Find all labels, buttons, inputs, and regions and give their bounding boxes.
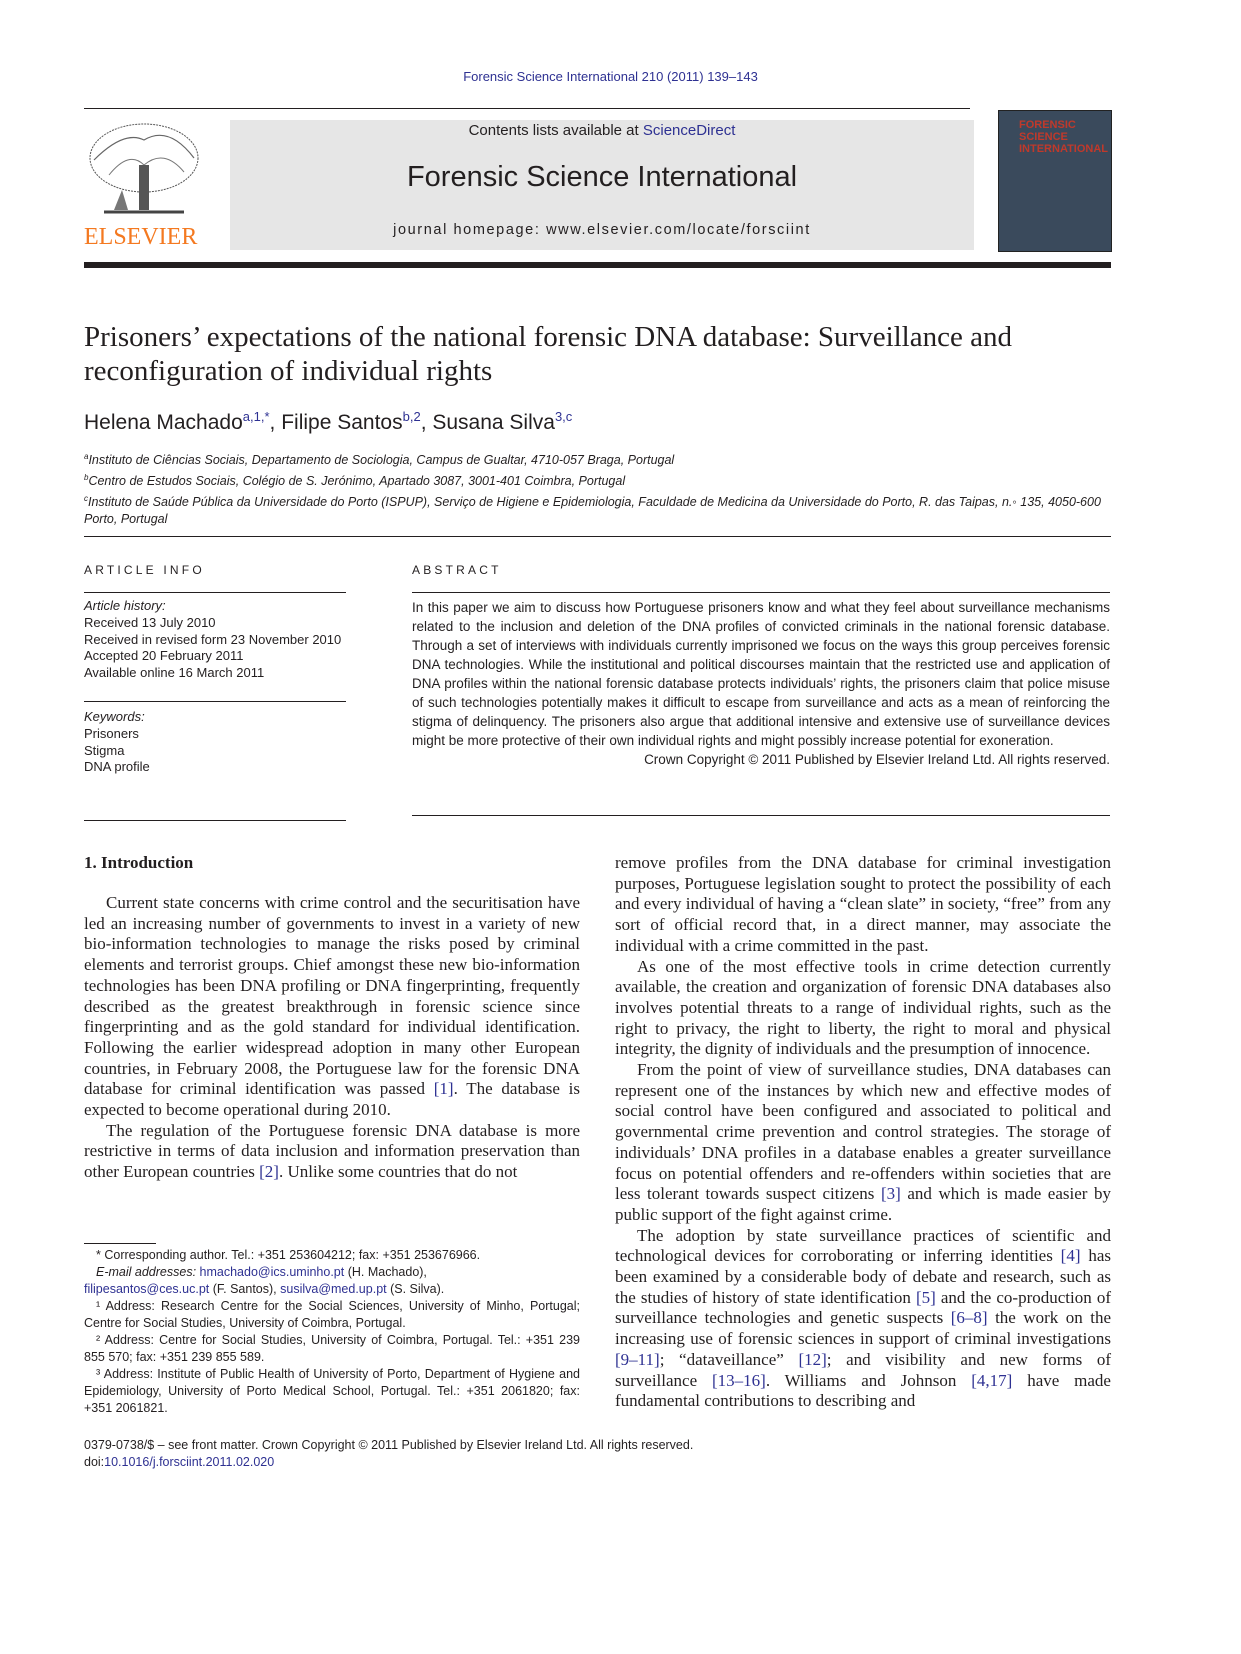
text-run: ; and visibility and new forms of surveillance: [615, 1349, 1111, 1390]
article-info: [84, 598, 346, 776]
keywords-label: Keywords:: [84, 708, 145, 724]
text-run: has been examined by a considerable body of debate and research, such as the studies of history of state identification: [615, 1246, 1111, 1307]
text-run: The regulation of the Portuguese forensic DNA database is more restrictive in terms of data inclusion and information preservation than other European countries: [84, 1120, 580, 1182]
abstract-text: In this paper we aim to discuss how Portuguese prisoners know and what they feel about surveillance mechanisms related to the inclusion and deletion of the DNA profiles of convicted criminals in the national forensic database. Through a set of interviews with individuals currently imprisoned we focus on the ways this group perceives forensic DNA technologies. While the institutional and political discourses maintain that the restricted use and application of DNA profiles within the national forensic database protects individuals’ rights, the prisoners claim that police misuse of such technologies potentially makes it difficult to escape from surveillance and acts as a mean of reinforcing the stigma of delinquency. The prisoners also argue that additional intensive and extensive use of surveillance devices might be more protective of their own individual rights and might possibly increase potential for exoneration.: [412, 600, 1110, 748]
article-info-heading: ARTICLE INFO: [84, 563, 205, 577]
author-name: Helena Machado: [84, 411, 243, 434]
elsevier-logo: [84, 120, 204, 252]
affiliation: [84, 448, 1114, 469]
text-run: and which is made easier by public support of the fight against crime.: [615, 1184, 1111, 1224]
journal-banner: [230, 120, 974, 250]
paragraph: [84, 1121, 580, 1183]
paragraph: [615, 853, 1111, 957]
reference-link[interactable]: [3]: [880, 1184, 901, 1204]
reference-link[interactable]: [4]: [1060, 1246, 1081, 1266]
footnote: [84, 1366, 580, 1417]
history-item: Accepted 20 February 2011: [84, 648, 244, 664]
footnote: [84, 1247, 580, 1264]
text-run: the work on the increasing use of forensic sciences in support of criminal investigations: [615, 1308, 1111, 1349]
paragraph: [615, 1060, 1111, 1226]
journal-title: Forensic Science International: [406, 161, 798, 193]
footnotes: [84, 1247, 580, 1417]
keywords-list: [84, 726, 346, 776]
text-run: E-mail addresses:: [96, 1265, 200, 1279]
text-run: . Unlike some countries that do not: [278, 1162, 518, 1182]
paragraph: [615, 957, 1111, 1061]
reference-link[interactable]: filipesantos@ces.uc.pt: [84, 1282, 210, 1296]
header-rule: [84, 108, 970, 109]
footnote: [84, 1264, 580, 1281]
text-run: (H. Machado),: [344, 1265, 427, 1279]
author-affiliation-marks[interactable]: 3,c: [554, 409, 573, 424]
footnote: [84, 1332, 580, 1366]
reference-link[interactable]: [12]: [798, 1349, 827, 1369]
issn-line: 0379-0738/$ – see front matter. Crown Copyright © 2011 Published by Elsevier Ireland Ltd. All rights reserved.: [84, 1438, 694, 1452]
keyword: DNA profile: [84, 759, 150, 775]
reference-link[interactable]: hmachado@ics.uminho.pt: [199, 1265, 345, 1279]
keyword: Stigma: [84, 742, 125, 758]
affiliation-mark: c: [84, 494, 88, 504]
journal-cover-image: [998, 110, 1112, 252]
doi-label: doi:: [84, 1454, 105, 1469]
history-item: Received in revised form 23 November 2010: [84, 631, 342, 647]
cover-title: FORENSIC SCIENCE INTERNATIONAL: [1019, 119, 1109, 155]
affiliation: [84, 490, 1114, 528]
front-matter-footer: [84, 1437, 693, 1470]
text-run: and the co-production of surveillance technologies and genetic suspects: [615, 1287, 1111, 1328]
author-affiliation-marks[interactable]: b,2: [402, 409, 421, 424]
author-separator: ,: [420, 411, 433, 434]
divider: [84, 536, 1111, 537]
article-header: [84, 320, 1114, 528]
text-run: (S. Silva).: [386, 1282, 445, 1296]
text-run: have made fundamental contributions to describing and: [615, 1370, 1111, 1411]
history-item: Available online 16 March 2011: [84, 665, 265, 681]
author-name: Susana Silva: [432, 411, 555, 434]
reference-link[interactable]: susilva@med.up.pt: [280, 1282, 387, 1296]
body-column-right: [615, 853, 1111, 1412]
text-run: . Williams and Johnson: [765, 1370, 972, 1390]
affiliation-text: Instituto de Ciências Sociais, Departamento de Sociologia, Campus de Gualtar, 4710-057 Braga, Portugal: [88, 453, 675, 468]
journal-homepage[interactable]: journal homepage: www.elsevier.com/locate/forsciint: [393, 222, 811, 238]
reference-link[interactable]: [13–16]: [712, 1370, 766, 1390]
reference-link[interactable]: [9–11]: [615, 1349, 660, 1369]
text-run: ² Address: Centre for Social Studies, University of Coimbra, Portugal. Tel.: +351 239 855 570; fax: +351 239 855 589.: [84, 1333, 580, 1364]
reference-link[interactable]: [5]: [915, 1287, 936, 1307]
affiliation: [84, 469, 1114, 490]
author-name: Filipe Santos: [281, 411, 403, 434]
history-label: Article history:: [84, 598, 166, 613]
paragraph: [615, 1226, 1111, 1412]
divider: [84, 820, 346, 821]
section-heading-introduction: 1. Introduction: [84, 853, 194, 872]
history-item: Received 13 July 2010: [84, 614, 216, 630]
journal-citation-link[interactable]: Forensic Science International 210 (2011) 139–143: [463, 69, 758, 84]
text-run: ; “dataveillance”: [659, 1349, 799, 1369]
text-run: ³ Address: Institute of Public Health of University of Porto, Department of Hygiene and Epidemiology, University of Porto Medical School, Portugal. Tel.: +351 2061820; fax: +351 2061821.: [84, 1367, 580, 1415]
affiliation-text: Centro de Estudos Sociais, Colégio de S. Jerónimo, Apartado 3087, 3001-401 Coimbra, Portugal: [88, 474, 626, 489]
body-column-left: [84, 893, 580, 1183]
author-list: [84, 404, 1114, 436]
author-affiliation-marks[interactable]: a,1,*: [242, 409, 270, 424]
text-run: As one of the most effective tools in crime detection currently available, the creation and organization of forensic DNA databases also involves potential threats to a range of individual rights, such as the right to privacy, the right to liberty, the right to moral and physical integrity, the dignity of individuals and the presumption of innocence.: [615, 956, 1111, 1059]
footnote-rule: [84, 1243, 156, 1244]
sciencedirect-link[interactable]: ScienceDirect: [642, 122, 736, 139]
text-run: (F. Santos),: [209, 1282, 281, 1296]
contents-label: Contents lists available at: [468, 122, 643, 139]
doi-link[interactable]: 10.1016/j.forsciint.2011.02.020: [104, 1454, 275, 1469]
reference-link[interactable]: [6–8]: [950, 1308, 988, 1328]
divider: [412, 815, 1110, 816]
affiliations: [84, 448, 1114, 528]
divider: [84, 592, 346, 593]
footnote: [84, 1281, 580, 1298]
reference-link[interactable]: [1]: [433, 1079, 454, 1099]
header-thick-rule: [84, 262, 1111, 268]
text-run: * Corresponding author. Tel.: +351 253604212; fax: +351 253676966.: [96, 1248, 481, 1262]
abstract-copyright: Crown Copyright © 2011 Published by Elsevier Ireland Ltd. All rights reserved.: [644, 752, 1110, 767]
abstract: [412, 598, 1110, 769]
affiliation-mark: a: [84, 452, 89, 461]
footnote: [84, 1298, 580, 1332]
text-run: . The database is expected to become operational during 2010.: [84, 1079, 580, 1120]
text-run: The adoption by state surveillance practices of scientific and technological devices for corroborating or inferring identities: [615, 1225, 1111, 1266]
keyword: Prisoners: [84, 725, 139, 741]
paragraph: [84, 893, 580, 1121]
text-run: remove profiles from the DNA database for criminal investigation purposes, Portuguese legislation sought to protect the possibility of each and every individual of having a “clean slate” in society, “free” from any sort of official record that, in a direct manner, may associate the individual with a crime committed in the past.: [615, 853, 1111, 955]
abstract-heading: ABSTRACT: [412, 563, 502, 577]
author-separator: ,: [269, 411, 282, 434]
article-title: Prisoners’ expectations of the national forensic DNA database: Surveillance and reconfiguration of individual rights: [84, 321, 1012, 387]
history-list: [84, 615, 346, 682]
text-run: Current state concerns with crime control and the securitisation have led an increasing number of governments to invest in a variety of new bio-information technologies to manage the risks posed by criminal elements and terrorist groups. Chief amongst these new bio-information technologies has been DNA profiling or DNA fingerprinting, frequently described as the greatest breakthrough in forensic science since fingerprinting and as the gold standard for individual identification. Following the earlier widespread adoption in many other European countries, in February 2008, the Portuguese law for the forensic DNA database for criminal identification was passed: [84, 893, 580, 1099]
elsevier-tree-icon: [84, 120, 202, 220]
elsevier-wordmark: ELSEVIER: [84, 224, 198, 250]
reference-link[interactable]: [2]: [259, 1162, 279, 1182]
text-run: From the point of view of surveillance studies, DNA databases can represent one of the instances by which new and effective modes of social control have been configured and associated to political and governmental crime prevention and control strategies. The storage of individuals’ DNA profiles in a database enables a greater surveillance focus on potential offenders and re-offenders within societies that are less tolerant towards suspect citizens: [615, 1060, 1111, 1204]
affiliation-mark: b: [84, 473, 89, 483]
divider: [84, 701, 346, 702]
affiliation-text: Instituto de Saúde Pública da Universidade do Porto (ISPUP), Serviço de Higiene e Epidemiologia, Faculdade de Medicina da Universidade do Porto, R. das Taipas, n.◦ 135, 4050-600 Porto, Portugal: [84, 495, 1101, 527]
divider: [412, 592, 1110, 593]
text-run: ¹ Address: Research Centre for the Social Sciences, University of Minho, Portugal; Centre for Social Studies, University of Coimbra, Portugal.: [84, 1299, 580, 1330]
reference-link[interactable]: [4,17]: [971, 1370, 1013, 1390]
